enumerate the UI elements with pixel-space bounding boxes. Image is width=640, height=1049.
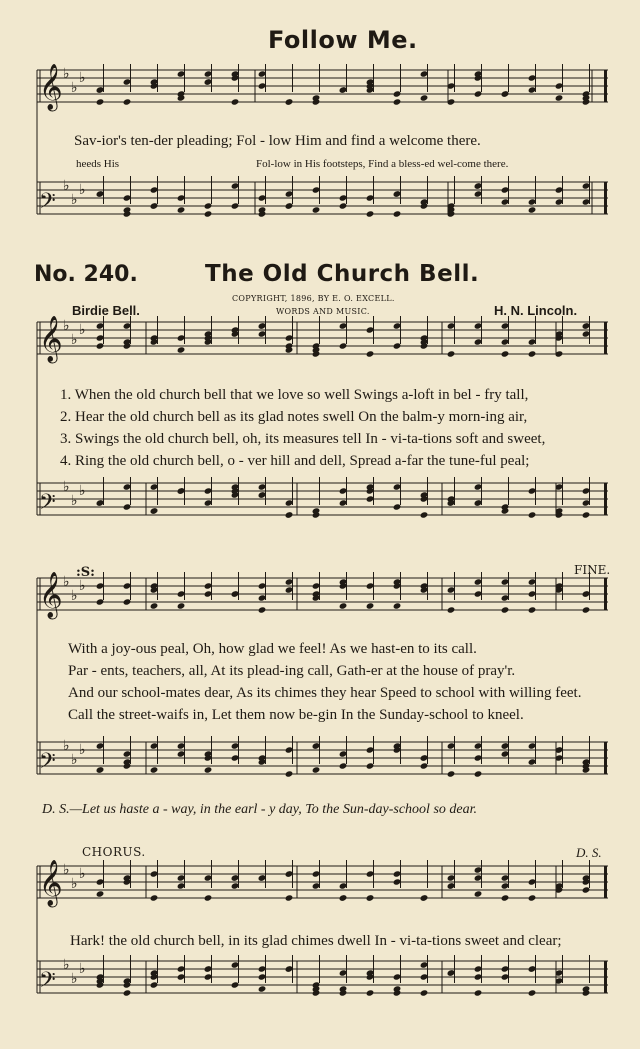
note-head xyxy=(528,198,537,205)
note-head xyxy=(231,874,240,881)
note-head xyxy=(366,194,375,201)
note-head xyxy=(393,90,402,97)
note-head xyxy=(474,90,483,97)
note-head xyxy=(231,754,240,761)
flat-icon: ♭ xyxy=(63,479,70,495)
note-head xyxy=(339,894,348,901)
note-head xyxy=(474,874,483,881)
note-head xyxy=(204,590,213,597)
note-head xyxy=(339,487,348,494)
note-head xyxy=(528,350,537,357)
note-head xyxy=(204,70,213,77)
chorus-label: CHORUS. xyxy=(82,845,146,859)
note-head xyxy=(285,870,294,877)
note-head xyxy=(123,483,132,490)
note-head xyxy=(258,491,267,498)
note-head xyxy=(339,969,348,976)
prev-lyric-line-2a: heeds His xyxy=(76,158,120,170)
note-head xyxy=(177,334,186,341)
note-head xyxy=(582,606,591,613)
note-head xyxy=(123,598,132,605)
note-head xyxy=(474,866,483,873)
note-head xyxy=(96,98,105,105)
note-head xyxy=(420,754,429,761)
verse-3-line-1: 3. Swings the old church bell, oh, its measures tell In - vi-ta-tions soft and sweet, xyxy=(60,431,546,447)
note-head xyxy=(231,981,240,988)
note-head xyxy=(177,874,186,881)
note-head xyxy=(339,750,348,757)
note-head xyxy=(258,965,267,972)
note-head xyxy=(258,985,267,992)
note-head xyxy=(150,186,159,193)
note-head xyxy=(123,750,132,757)
flat-icon: ♭ xyxy=(79,483,86,499)
note-head xyxy=(231,742,240,749)
note-head xyxy=(258,330,267,337)
note-head xyxy=(501,198,510,205)
note-head xyxy=(258,483,267,490)
note-head xyxy=(123,98,132,105)
note-head xyxy=(96,499,105,506)
hymn-title: The Old Church Bell. xyxy=(205,261,480,287)
note-head xyxy=(447,586,456,593)
prev-hymn-title: Follow Me. xyxy=(268,26,418,54)
note-head xyxy=(447,742,456,749)
flat-icon: ♭ xyxy=(79,322,86,338)
note-head xyxy=(258,582,267,589)
bass-clef-icon: 𝄢 xyxy=(39,968,56,998)
note-head xyxy=(150,483,159,490)
note-head xyxy=(393,973,402,980)
note-head xyxy=(204,202,213,209)
flat-icon: ♭ xyxy=(63,738,70,754)
note-head xyxy=(177,750,186,757)
note-head xyxy=(231,961,240,968)
note-head xyxy=(501,606,510,613)
flat-icon: ♭ xyxy=(71,971,78,987)
note-head xyxy=(447,606,456,613)
note-head xyxy=(474,590,483,597)
note-head xyxy=(123,989,132,996)
note-head xyxy=(420,511,429,518)
note-head xyxy=(150,507,159,514)
note-head xyxy=(582,322,591,329)
note-head xyxy=(474,989,483,996)
note-head xyxy=(204,78,213,85)
note-head xyxy=(555,94,564,101)
note-head xyxy=(96,890,105,897)
note-head xyxy=(528,878,537,885)
note-head xyxy=(474,338,483,345)
note-head xyxy=(447,969,456,976)
note-head xyxy=(177,346,186,353)
note-head xyxy=(582,198,591,205)
note-head xyxy=(285,98,294,105)
note-head xyxy=(177,742,186,749)
note-head xyxy=(501,742,510,749)
note-head xyxy=(339,762,348,769)
note-head xyxy=(366,350,375,357)
note-head xyxy=(528,487,537,494)
note-head xyxy=(258,70,267,77)
treble-clef-icon: 𝄞 xyxy=(39,860,63,906)
note-head xyxy=(150,602,159,609)
note-head xyxy=(420,961,429,968)
note-head xyxy=(339,342,348,349)
note-head xyxy=(582,886,591,893)
note-head xyxy=(150,202,159,209)
note-head xyxy=(339,499,348,506)
note-head xyxy=(528,989,537,996)
note-head xyxy=(150,870,159,877)
composer-name: H. N. Lincoln. xyxy=(494,303,578,318)
note-head xyxy=(285,586,294,593)
note-head xyxy=(582,487,591,494)
note-head xyxy=(96,766,105,773)
note-head xyxy=(582,182,591,189)
verse-4-line-2: Call the street-waifs in, Let them now be-gin In the Sunday-school to kneel. xyxy=(68,707,524,723)
note-head xyxy=(501,973,510,980)
note-head xyxy=(420,894,429,901)
prev-lyric-line-2b: Fol-low in His footsteps, Find a bless-ed wel-come there. xyxy=(256,158,509,170)
note-head xyxy=(96,322,105,329)
note-head xyxy=(312,882,321,889)
note-head xyxy=(582,499,591,506)
note-head xyxy=(339,322,348,329)
note-head xyxy=(204,499,213,506)
segno-mark: :S: xyxy=(76,565,95,580)
note-head xyxy=(258,606,267,613)
note-head xyxy=(528,590,537,597)
note-head xyxy=(204,487,213,494)
note-head xyxy=(150,981,159,988)
note-head xyxy=(177,206,186,213)
note-head xyxy=(204,582,213,589)
flat-icon: ♭ xyxy=(71,192,78,208)
flat-icon: ♭ xyxy=(79,70,86,86)
note-head xyxy=(582,590,591,597)
note-head xyxy=(474,754,483,761)
note-head xyxy=(177,882,186,889)
note-head xyxy=(447,770,456,777)
note-head xyxy=(123,194,132,201)
note-head xyxy=(528,894,537,901)
note-head xyxy=(204,766,213,773)
treble-clef-icon: 𝄞 xyxy=(39,64,63,110)
note-head xyxy=(366,870,375,877)
verse-3-line-2: And our school-mates dear, As its chimes they hear Speed to school with willing feet. xyxy=(68,685,582,701)
note-head xyxy=(285,965,294,972)
flat-icon: ♭ xyxy=(79,866,86,882)
note-head xyxy=(420,94,429,101)
chorus-lyric: Hark! the old church bell, in its glad chimes dwell In - vi-ta-tions sweet and clear; xyxy=(70,933,562,949)
note-head xyxy=(204,874,213,881)
note-head xyxy=(447,874,456,881)
ds-instruction: D. S.—Let us haste a - way, in the earl - y day, To the Sun-day-school so dear. xyxy=(42,802,478,817)
hymn-number: No. 240. xyxy=(34,262,138,287)
note-head xyxy=(474,578,483,585)
note-head xyxy=(528,74,537,81)
note-head xyxy=(474,973,483,980)
note-head xyxy=(501,578,510,585)
note-head xyxy=(501,750,510,757)
note-head xyxy=(96,878,105,885)
note-head xyxy=(339,882,348,889)
note-head xyxy=(312,766,321,773)
final-barline xyxy=(604,961,607,993)
note-head xyxy=(555,82,564,89)
note-head xyxy=(258,973,267,980)
note-head xyxy=(285,334,294,341)
note-head xyxy=(501,90,510,97)
lyricist-name: Birdie Bell. xyxy=(72,303,140,318)
flat-icon: ♭ xyxy=(63,318,70,334)
note-head xyxy=(393,342,402,349)
flat-icon: ♭ xyxy=(71,493,78,509)
note-head xyxy=(258,322,267,329)
note-head xyxy=(420,762,429,769)
bass-clef-icon: 𝄢 xyxy=(39,749,56,779)
prev-lyric-line-1: Sav-ior's ten-der pleading; Fol - low Him and find a welcome there. xyxy=(74,133,481,149)
flat-icon: ♭ xyxy=(63,862,70,878)
note-head xyxy=(393,190,402,197)
note-head xyxy=(204,210,213,217)
note-head xyxy=(96,86,105,93)
flat-icon: ♭ xyxy=(79,742,86,758)
verse-2-line-2: Par - ents, teachers, all, At its plead-ing call, Gath-er at the house of pray'r. xyxy=(68,663,516,679)
flat-icon: ♭ xyxy=(63,957,70,973)
note-head xyxy=(312,582,321,589)
note-head xyxy=(231,182,240,189)
verse-4-line-1: 4. Ring the old church bell, o - ver hill and dell, Spread a-far the tune-ful peal; xyxy=(60,453,530,469)
flat-icon: ♭ xyxy=(63,574,70,590)
note-head xyxy=(555,198,564,205)
note-head xyxy=(339,202,348,209)
note-head xyxy=(177,602,186,609)
note-head xyxy=(285,511,294,518)
note-head xyxy=(366,602,375,609)
note-head xyxy=(366,582,375,589)
bass-clef-icon: 𝄢 xyxy=(39,490,56,520)
final-barline xyxy=(604,322,607,354)
note-head xyxy=(96,342,105,349)
note-head xyxy=(474,770,483,777)
note-head xyxy=(501,894,510,901)
note-head xyxy=(204,973,213,980)
note-head xyxy=(96,742,105,749)
note-head xyxy=(528,578,537,585)
note-head xyxy=(447,322,456,329)
note-head xyxy=(528,86,537,93)
treble-clef-icon: 𝄞 xyxy=(39,572,63,618)
note-head xyxy=(150,742,159,749)
note-head xyxy=(393,322,402,329)
note-head xyxy=(393,503,402,510)
final-barline xyxy=(604,866,607,898)
note-head xyxy=(528,758,537,765)
note-head xyxy=(528,511,537,518)
treble-clef-icon: 𝄞 xyxy=(39,316,63,362)
note-head xyxy=(96,190,105,197)
note-head xyxy=(474,499,483,506)
note-head xyxy=(420,70,429,77)
note-head xyxy=(366,495,375,502)
note-head xyxy=(393,870,402,877)
note-head xyxy=(528,606,537,613)
note-head xyxy=(528,206,537,213)
final-barline xyxy=(604,483,607,515)
note-head xyxy=(177,965,186,972)
note-head xyxy=(366,326,375,333)
note-head xyxy=(501,882,510,889)
flat-icon: ♭ xyxy=(71,80,78,96)
note-head xyxy=(366,894,375,901)
note-head xyxy=(285,499,294,506)
note-head xyxy=(123,322,132,329)
flat-icon: ♭ xyxy=(63,66,70,82)
note-head xyxy=(150,766,159,773)
final-barline xyxy=(604,182,607,214)
final-barline xyxy=(604,70,607,102)
note-head xyxy=(501,594,510,601)
note-head xyxy=(285,770,294,777)
note-head xyxy=(177,194,186,201)
note-head xyxy=(393,98,402,105)
note-head xyxy=(582,511,591,518)
flat-icon: ♭ xyxy=(71,332,78,348)
note-head xyxy=(501,186,510,193)
note-head xyxy=(231,882,240,889)
fine-mark: FINE. xyxy=(574,563,611,577)
note-head xyxy=(312,870,321,877)
note-head xyxy=(366,762,375,769)
note-head xyxy=(501,874,510,881)
note-head xyxy=(474,190,483,197)
final-barline xyxy=(604,578,607,610)
note-head xyxy=(258,594,267,601)
note-head xyxy=(447,882,456,889)
note-head xyxy=(285,894,294,901)
ds-mark: D. S. xyxy=(576,845,602,860)
words-and-music: WORDS AND MUSIC. xyxy=(276,307,370,316)
note-head xyxy=(501,350,510,357)
note-head xyxy=(204,894,213,901)
note-head xyxy=(420,973,429,980)
bass-clef-icon: 𝄢 xyxy=(39,189,56,219)
note-head xyxy=(474,483,483,490)
note-head xyxy=(474,890,483,897)
note-head xyxy=(285,202,294,209)
note-head xyxy=(528,338,537,345)
note-head xyxy=(582,330,591,337)
note-head xyxy=(474,742,483,749)
note-head xyxy=(258,82,267,89)
final-barline xyxy=(604,742,607,774)
note-head xyxy=(393,602,402,609)
note-head xyxy=(285,746,294,753)
note-head xyxy=(528,965,537,972)
note-head xyxy=(177,973,186,980)
note-head xyxy=(123,78,132,85)
note-head xyxy=(555,186,564,193)
note-head xyxy=(501,322,510,329)
note-head xyxy=(258,194,267,201)
flat-icon: ♭ xyxy=(71,752,78,768)
note-head xyxy=(177,487,186,494)
flat-icon: ♭ xyxy=(71,876,78,892)
note-head xyxy=(285,578,294,585)
note-head xyxy=(528,742,537,749)
note-head xyxy=(366,989,375,996)
note-head xyxy=(177,70,186,77)
flat-icon: ♭ xyxy=(79,961,86,977)
note-head xyxy=(339,86,348,93)
note-head xyxy=(258,874,267,881)
note-head xyxy=(231,590,240,597)
note-head xyxy=(501,965,510,972)
flat-icon: ♭ xyxy=(63,178,70,194)
note-head xyxy=(393,483,402,490)
note-head xyxy=(231,98,240,105)
note-head xyxy=(123,503,132,510)
note-head xyxy=(204,965,213,972)
note-head xyxy=(150,894,159,901)
note-head xyxy=(123,582,132,589)
note-head xyxy=(474,965,483,972)
note-head xyxy=(339,194,348,201)
note-head xyxy=(393,878,402,885)
note-head xyxy=(474,322,483,329)
note-head xyxy=(366,210,375,217)
note-head xyxy=(312,206,321,213)
note-head xyxy=(393,210,402,217)
verse-1-line-2: With a joy-ous peal, Oh, how glad we feel! As we hast-en to its call. xyxy=(68,641,477,657)
note-head xyxy=(96,582,105,589)
flat-icon: ♭ xyxy=(71,588,78,604)
verse-2-line-1: 2. Hear the old church bell as its glad notes swell On the balm-y morn-ing air, xyxy=(60,409,528,425)
note-head xyxy=(285,190,294,197)
note-head xyxy=(231,202,240,209)
flat-icon: ♭ xyxy=(79,182,86,198)
note-head xyxy=(420,989,429,996)
note-head xyxy=(339,602,348,609)
note-head xyxy=(96,334,105,341)
note-head xyxy=(474,182,483,189)
note-head xyxy=(447,350,456,357)
note-head xyxy=(312,186,321,193)
verse-1-line-1: 1. When the old church bell that we love so well Swings a-loft in bel - fry tall, xyxy=(60,387,529,403)
note-head xyxy=(177,590,186,597)
note-head xyxy=(366,746,375,753)
copyright-notice: COPYRIGHT, 1896, BY E. O. EXCELL. xyxy=(232,294,395,303)
note-head xyxy=(501,338,510,345)
flat-icon: ♭ xyxy=(79,578,86,594)
note-head xyxy=(96,598,105,605)
note-head xyxy=(312,742,321,749)
